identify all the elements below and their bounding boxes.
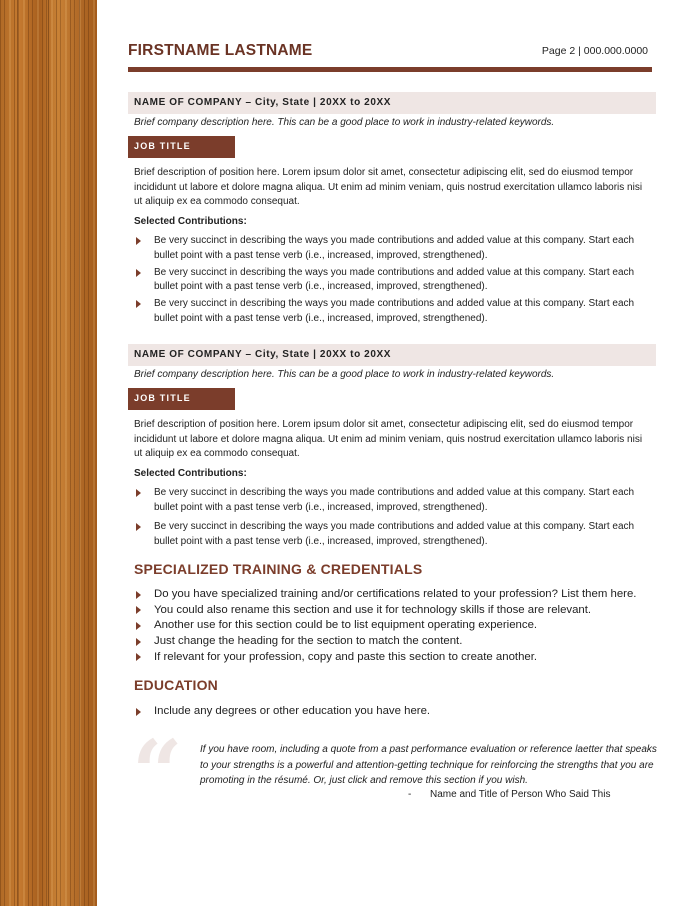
wood-grain-sidebar xyxy=(0,0,97,906)
contributions-label: Selected Contributions: xyxy=(134,216,247,227)
position-description: Brief description of position here. Lorem ipsum dolor sit amet, consectetur adipiscing elit, sed do eiusmod tempor incididunt ut labore et dolore magna aliqua. Ut enim ad minim veniam, quis nostrud exercitation ullamco laboris nisi ut aliquip ex ea commodo consequat. xyxy=(134,167,643,207)
job-title-label: JOB TITLE xyxy=(134,141,191,151)
training-heading: SPECIALIZED TRAINING & CREDENTIALS xyxy=(134,561,423,577)
triangle-bullet-icon xyxy=(136,300,141,308)
triangle-bullet-icon xyxy=(136,638,141,646)
company-bar xyxy=(128,92,656,114)
education-heading: EDUCATION xyxy=(134,677,218,693)
triangle-bullet-icon xyxy=(136,523,141,531)
company-bar xyxy=(128,344,656,366)
triangle-bullet-icon xyxy=(136,708,141,716)
list-item: If relevant for your profession, copy and paste this section to create another. xyxy=(134,650,654,666)
contributions-list xyxy=(134,486,644,549)
training-list xyxy=(134,587,654,666)
candidate-name: FIRSTNAME LASTNAME xyxy=(128,42,313,59)
company-description: Brief company description here. This can be a good place to work in industry-related keywords. xyxy=(134,117,555,128)
attribution-dash: - xyxy=(408,789,412,800)
job-title-badge xyxy=(128,388,235,410)
company-description: Brief company description here. This can be a good place to work in industry-related keywords. xyxy=(134,369,555,380)
job-title-badge xyxy=(128,136,235,158)
triangle-bullet-icon xyxy=(136,489,141,497)
list-item: Be very succinct in describing the ways you made contributions and added value at this company. Start each bullet point with a past tense verb (i.e., increased, improved, strengthened). xyxy=(134,297,644,326)
list-item: Be very succinct in describing the ways you made contributions and added value at this company. Start each bullet point with a past tense verb (i.e., increased, improved, strengthened). xyxy=(134,520,644,549)
contributions-list xyxy=(134,234,644,329)
quote-attribution xyxy=(408,789,610,800)
page-number-phone: Page 2 | 000.000.0000 xyxy=(541,45,648,57)
resume-page xyxy=(128,0,656,906)
triangle-bullet-icon xyxy=(136,606,141,614)
job-title-label: JOB TITLE xyxy=(134,393,191,403)
triangle-bullet-icon xyxy=(136,653,141,661)
attribution-name: Name and Title of Person Who Said This xyxy=(430,789,611,800)
list-item: Include any degrees or other education you have here. xyxy=(134,704,644,720)
header-rule xyxy=(128,67,652,72)
triangle-bullet-icon xyxy=(136,237,141,245)
list-item: Another use for this section could be to list equipment operating experience. xyxy=(134,618,654,634)
company-line: NAME OF COMPANY – City, State | 20XX to 20XX xyxy=(134,97,392,108)
list-item: Be very succinct in describing the ways you made contributions and added value at this company. Start each bullet point with a past tense verb (i.e., increased, improved, strengthened). xyxy=(134,486,644,515)
triangle-bullet-icon xyxy=(136,591,141,599)
contributions-label: Selected Contributions: xyxy=(134,468,247,479)
quote-text: If you have room, including a quote from a past performance evaluation or reference laetter that speaks to your strengths is a powerful and attention-getting technique for reinforcing the strengths that you are promoting in the résumé. Or, just click and remove this section if you wish. xyxy=(200,744,657,786)
list-item: Be very succinct in describing the ways you made contributions and added value at this company. Start each bullet point with a past tense verb (i.e., increased, improved, strengthened). xyxy=(134,234,644,263)
triangle-bullet-icon xyxy=(136,622,141,630)
company-line: NAME OF COMPANY – City, State | 20XX to 20XX xyxy=(134,349,392,360)
list-item: Just change the heading for the section to match the content. xyxy=(134,634,654,650)
list-item: Be very succinct in describing the ways you made contributions and added value at this company. Start each bullet point with a past tense verb (i.e., increased, improved, strengthened). xyxy=(134,266,644,295)
quote-mark-icon: “ xyxy=(132,720,183,824)
list-item: You could also rename this section and use it for technology skills if those are relevant. xyxy=(134,603,654,619)
triangle-bullet-icon xyxy=(136,269,141,277)
education-list xyxy=(134,704,644,720)
list-item: Do you have specialized training and/or certifications related to your profession? List them here. xyxy=(134,587,654,603)
page-header xyxy=(128,42,652,62)
position-description: Brief description of position here. Lorem ipsum dolor sit amet, consectetur adipiscing elit, sed do eiusmod tempor incididunt ut labore et dolore magna aliqua. Ut enim ad minim veniam, quis nostrud exercitation ullamco laboris nisi ut aliquip ex ea commodo consequat. xyxy=(134,419,643,459)
